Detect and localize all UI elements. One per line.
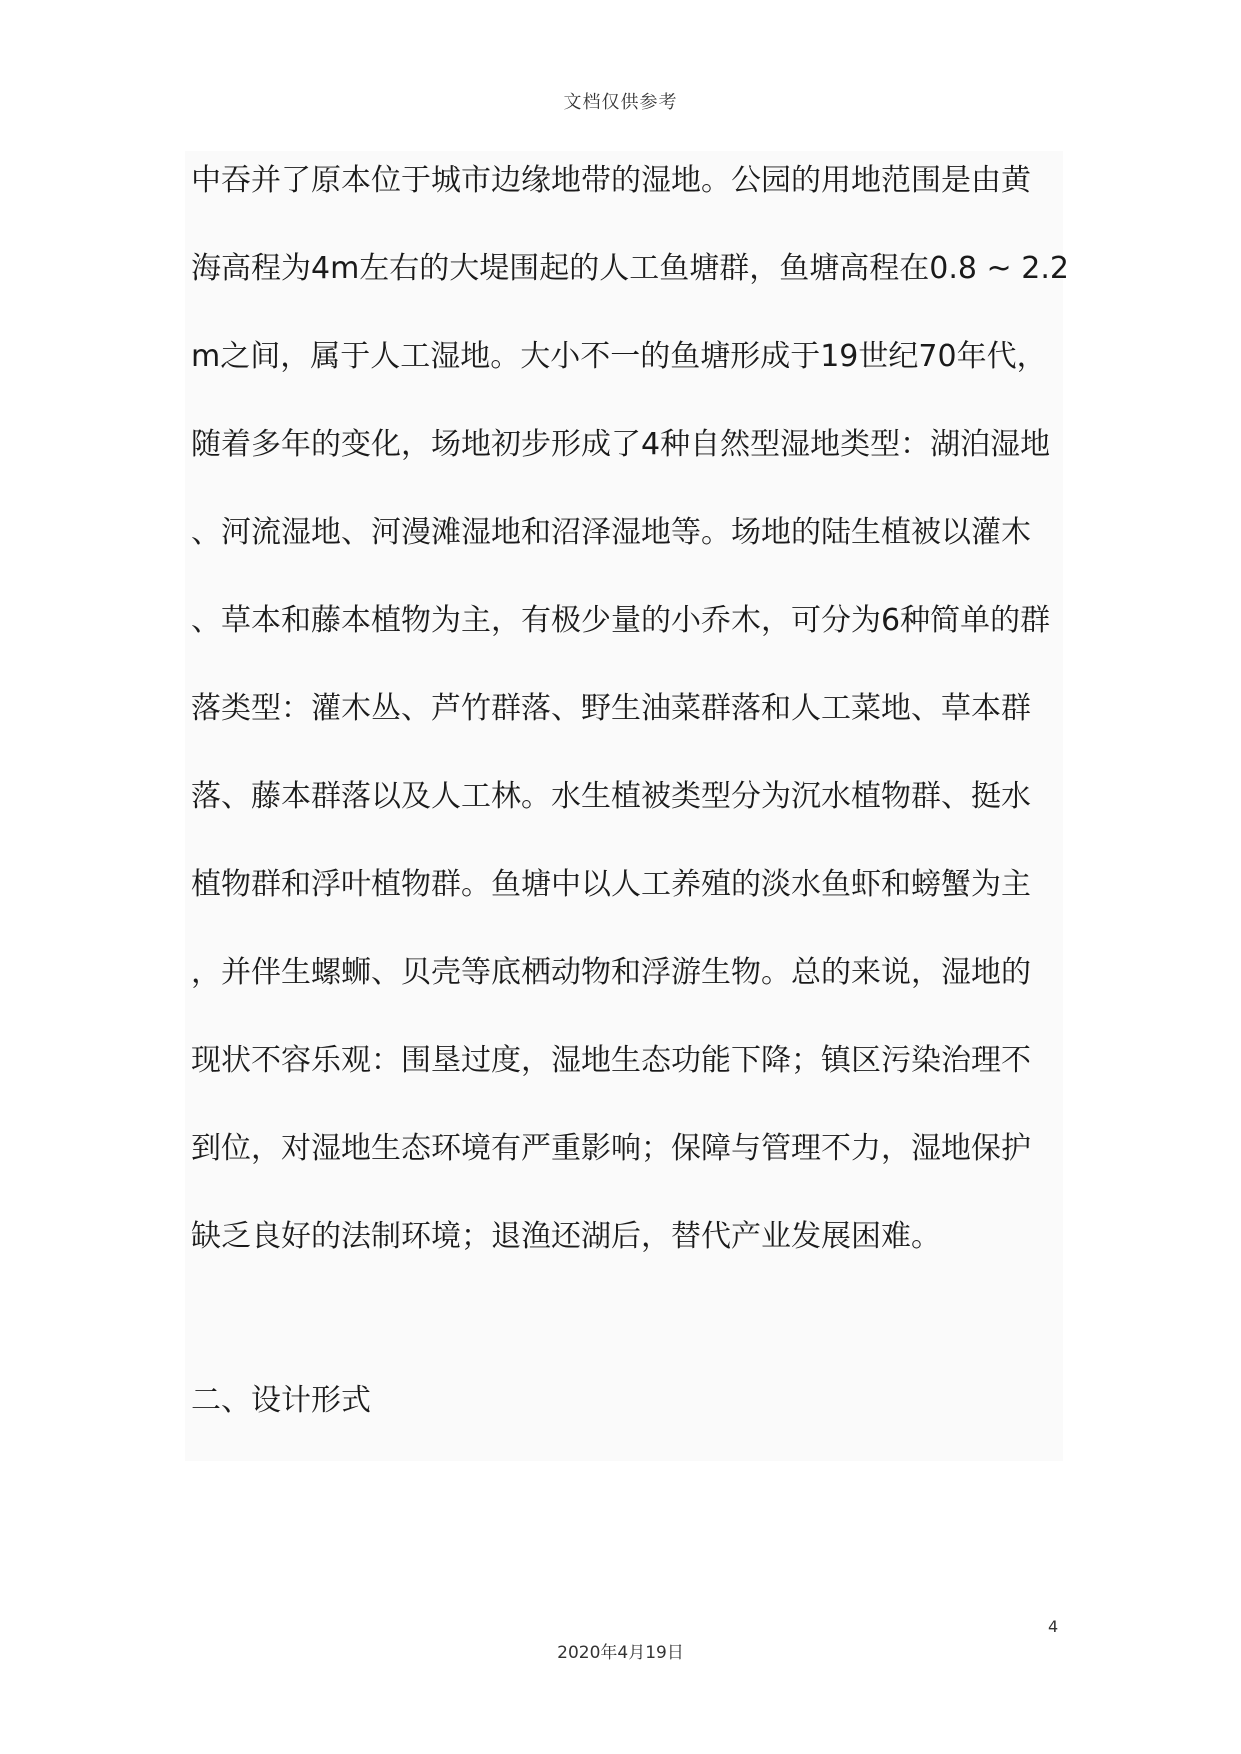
body-line: m之间，属于人工湿地。大小不一的鱼塘形成于19世纪70年代， [191,339,1047,374]
body-line: 缺乏良好的法制环境；退渔还湖后，替代产业发展困难。 [191,1219,941,1254]
body-line: 落、藤本群落以及人工林。水生植被类型分为沉水植物群、挺水 [191,779,1031,814]
body-line: 中吞并了原本位于城市边缘地带的湿地。公园的用地范围是由黄 [191,163,1031,198]
body-line: 随着多年的变化，场地初步形成了4种自然型湿地类型：湖泊湿地 [191,427,1051,462]
body-line: 、草本和藤本植物为主，有极少量的小乔木，可分为6种简单的群 [191,603,1051,638]
body-line: 植物群和浮叶植物群。鱼塘中以人工养殖的淡水鱼虾和螃蟹为主 [191,867,1031,902]
body-line: 落类型：灌木丛、芦竹群落、野生油菜群落和人工菜地、草本群 [191,691,1031,726]
body-line: 海高程为4m左右的大堤围起的人工鱼塘群，鱼塘高程在0.8 ~ 2.2 [191,251,1069,286]
page-footer-date: 2020年4月19日 [557,1643,684,1663]
content-block [185,151,1069,1461]
body-line: 、河流湿地、河漫滩湿地和沼泽湿地等。场地的陆生植被以灌木 [191,515,1031,550]
page-number: 4 [1048,1617,1059,1636]
body-line: 现状不容乐观：围垦过度，湿地生态功能下降；镇区污染治理不 [191,1043,1031,1078]
section-heading: 二、设计形式 [191,1383,371,1418]
page-header: 文档仅供参考 [563,92,678,113]
body-line: ，并伴生螺蛳、贝壳等底栖动物和浮游生物。总的来说，湿地的 [191,955,1031,990]
body-line: 到位，对湿地生态环境有严重影响；保障与管理不力，湿地保护 [191,1131,1031,1166]
